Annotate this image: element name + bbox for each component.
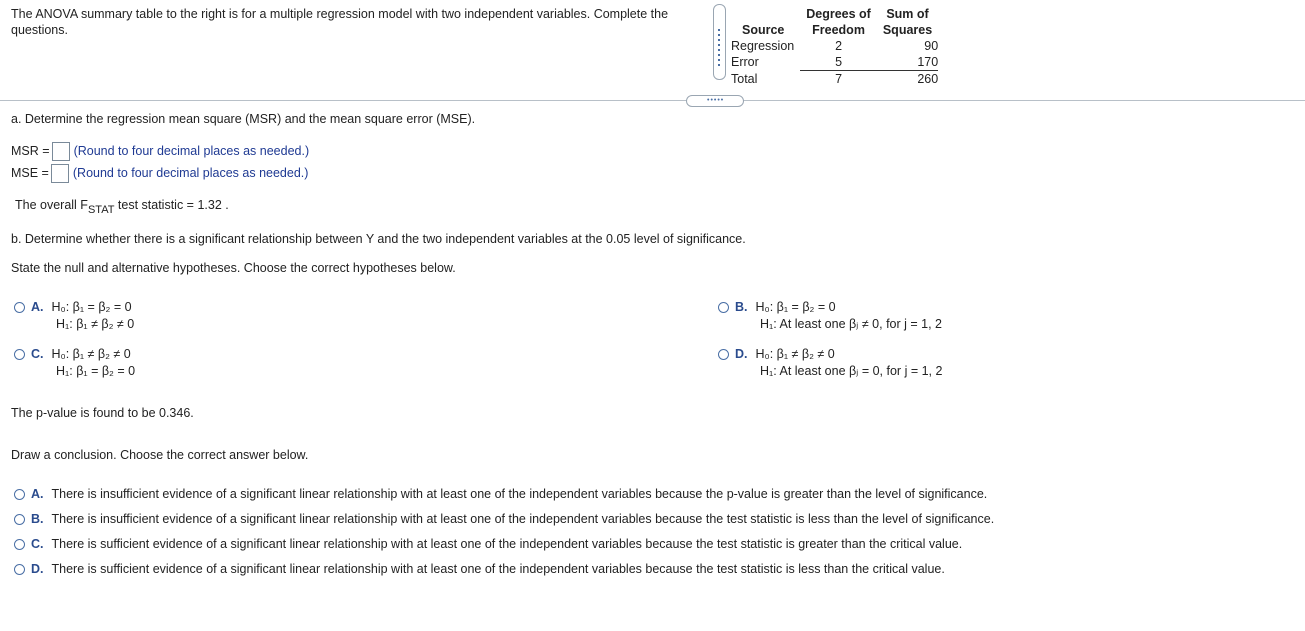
table-row: Error 5 170 <box>731 55 939 70</box>
hypothesis-option-a[interactable]: A. H₀: β₁ = β₂ = 0 H₁: β₁ ≠ β₂ ≠ 0 <box>14 299 134 333</box>
mse-row <box>11 164 308 183</box>
expand-table-handle[interactable] <box>713 4 726 80</box>
msr-hint: (Round to four decimal places as needed.) <box>73 143 310 158</box>
source-header: Source <box>742 23 785 37</box>
df-header: Freedom <box>812 23 865 37</box>
conclusion-option-a[interactable]: A. There is insufficient evidence of a significant linear relationship with at least one of the independent variables because the p-value is greater than the level of significance. <box>14 486 987 502</box>
table-row: Total 7 260 <box>731 71 939 86</box>
hypothesis-option-b[interactable]: B. H₀: β₁ = β₂ = 0 H₁: At least one βⱼ ≠ 0, for j = 1, 2 <box>718 299 942 333</box>
radio-button[interactable] <box>14 349 25 360</box>
radio-button[interactable] <box>14 564 25 575</box>
radio-button[interactable] <box>718 349 729 360</box>
df-header-top: Degrees of <box>806 7 871 21</box>
ss-header-top: Sum of <box>886 7 929 21</box>
msr-row <box>11 142 309 161</box>
conclusion-prompt: Draw a conclusion. Choose the correct answer below. <box>11 448 309 462</box>
conclusion-option-d[interactable]: D. There is sufficient evidence of a significant linear relationship with at least one of the independent variables because the test statistic is less than the critical value. <box>14 561 945 577</box>
hypothesis-option-d[interactable]: D. H₀: β₁ ≠ β₂ ≠ 0 H₁: At least one βⱼ = 0, for j = 1, 2 <box>718 346 942 380</box>
msr-label: MSR = <box>11 143 50 158</box>
fstat-text: The overall FSTAT test statistic = 1.32 . <box>15 198 229 216</box>
pvalue-text: The p-value is found to be 0.346. <box>11 406 194 420</box>
part-a-question: a. Determine the regression mean square (MSR) and the mean square error (MSE). <box>11 112 476 126</box>
intro-text: The ANOVA summary table to the right is for a multiple regression model with two independent variables. Complete the questions. <box>11 7 669 37</box>
hypothesis-option-c[interactable]: C. H₀: β₁ ≠ β₂ ≠ 0 H₁: β₁ = β₂ = 0 <box>14 346 135 380</box>
radio-button[interactable] <box>14 514 25 525</box>
radio-button[interactable] <box>14 302 25 313</box>
anova-table <box>728 6 938 87</box>
mse-hint: (Round to four decimal places as needed.) <box>72 165 309 180</box>
conclusion-option-c[interactable]: C. There is sufficient evidence of a significant linear relationship with at least one of the independent variables because the test statistic is greater than the critical value. <box>14 536 962 552</box>
ss-header: Squares <box>882 23 933 37</box>
part-b-question: b. Determine whether there is a significant relationship between Y and the two independent variables at the 0.05 level of significance. <box>11 232 746 246</box>
grip-icon <box>718 29 720 69</box>
table-row: Regression 2 90 <box>731 39 939 53</box>
divider <box>0 97 1305 104</box>
radio-button[interactable] <box>14 539 25 550</box>
msr-input[interactable] <box>52 142 70 161</box>
conclusion-option-b[interactable]: B. There is insufficient evidence of a significant linear relationship with at least one of the independent variables because the test statistic is less than the level of significance. <box>14 511 994 527</box>
mse-input[interactable] <box>51 164 69 183</box>
collapse-handle[interactable] <box>686 95 744 107</box>
more-icon: ••••• <box>707 97 725 104</box>
radio-button[interactable] <box>718 302 729 313</box>
mse-label: MSE = <box>11 165 49 180</box>
hypotheses-instruction: State the null and alternative hypotheses. Choose the correct hypotheses below. <box>11 261 456 275</box>
radio-button[interactable] <box>14 489 25 500</box>
